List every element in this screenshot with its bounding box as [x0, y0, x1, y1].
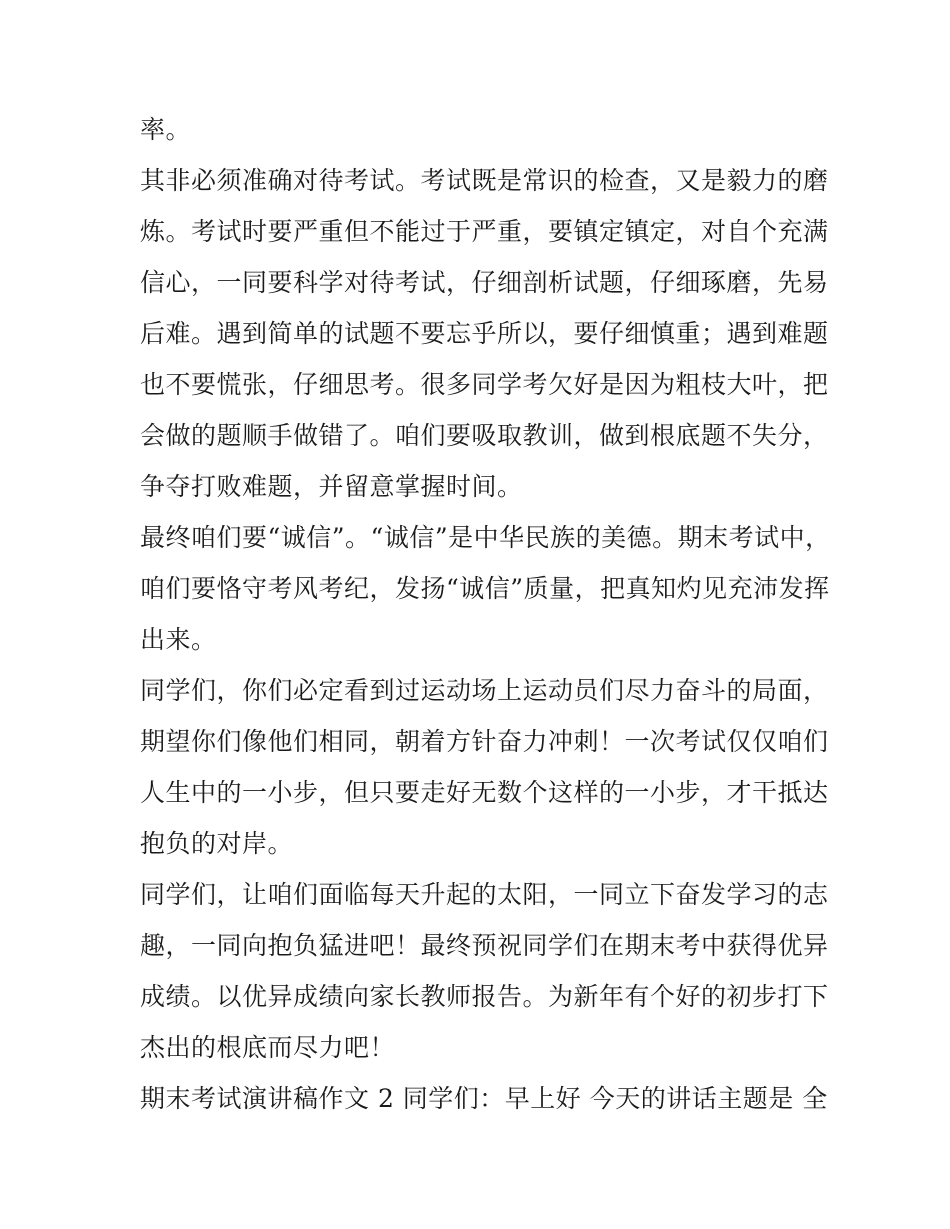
text-line: 后难。遇到简单的试题不要忘乎所以，要仔细慎重；遇到难题 — [140, 319, 829, 348]
text-line: 人生中的一小步，但只要走好无数个这样的一小步，才干抵达 — [140, 778, 829, 807]
text-line: 率。 — [140, 115, 192, 144]
text-line: 成绩。以优异成绩向家长教师报告。为新年有个好的初步打下 — [140, 982, 829, 1011]
text-line: 出来。 — [140, 625, 217, 654]
text-line: 同学们，让咱们面临每天升起的太阳，一同立下奋发学习的志 — [140, 880, 829, 909]
text-line: 争夺打败难题，并留意掌握时间。 — [140, 472, 523, 501]
text-line: 信心，一同要科学对待考试，仔细剖析试题，仔细琢磨，先易 — [140, 268, 829, 297]
text-line: 期望你们像他们相同，朝着方针奋力冲刺！一次考试仅仅咱们 — [140, 727, 829, 756]
text-line: 炼。考试时要严重但不能过于严重，要镇定镇定，对自个充满 — [140, 217, 829, 246]
text-line: 咱们要恪守考风考纪，发扬“诚信”质量，把真知灼见充沛发挥 — [140, 574, 830, 603]
text-line: 同学们，你们必定看到过运动场上运动员们尽力奋斗的局面， — [140, 676, 829, 705]
text-line: 趣，一同向抱负猛进吧！最终预祝同学们在期末考中获得优异 — [140, 931, 829, 960]
text-line: 期末考试演讲稿作文 2 同学们：早上好 今天的讲话主题是 全 — [140, 1084, 828, 1113]
text-line: 杰出的根底而尽力吧！ — [140, 1033, 396, 1062]
document-body — [140, 104, 831, 1124]
text-line: 抱负的对岸。 — [140, 829, 294, 858]
text-line: 其非必须准确对待考试。考试既是常识的检查，又是毅力的磨 — [140, 166, 829, 195]
text-line: 最终咱们要“诚信”。“诚信”是中华民族的美德。期末考试中， — [140, 523, 831, 552]
text-line: 会做的题顺手做错了。咱们要吸取教训，做到根底题不失分， — [140, 421, 829, 450]
text-line: 也不要慌张，仔细思考。很多同学考欠好是因为粗枝大叶，把 — [140, 370, 829, 399]
